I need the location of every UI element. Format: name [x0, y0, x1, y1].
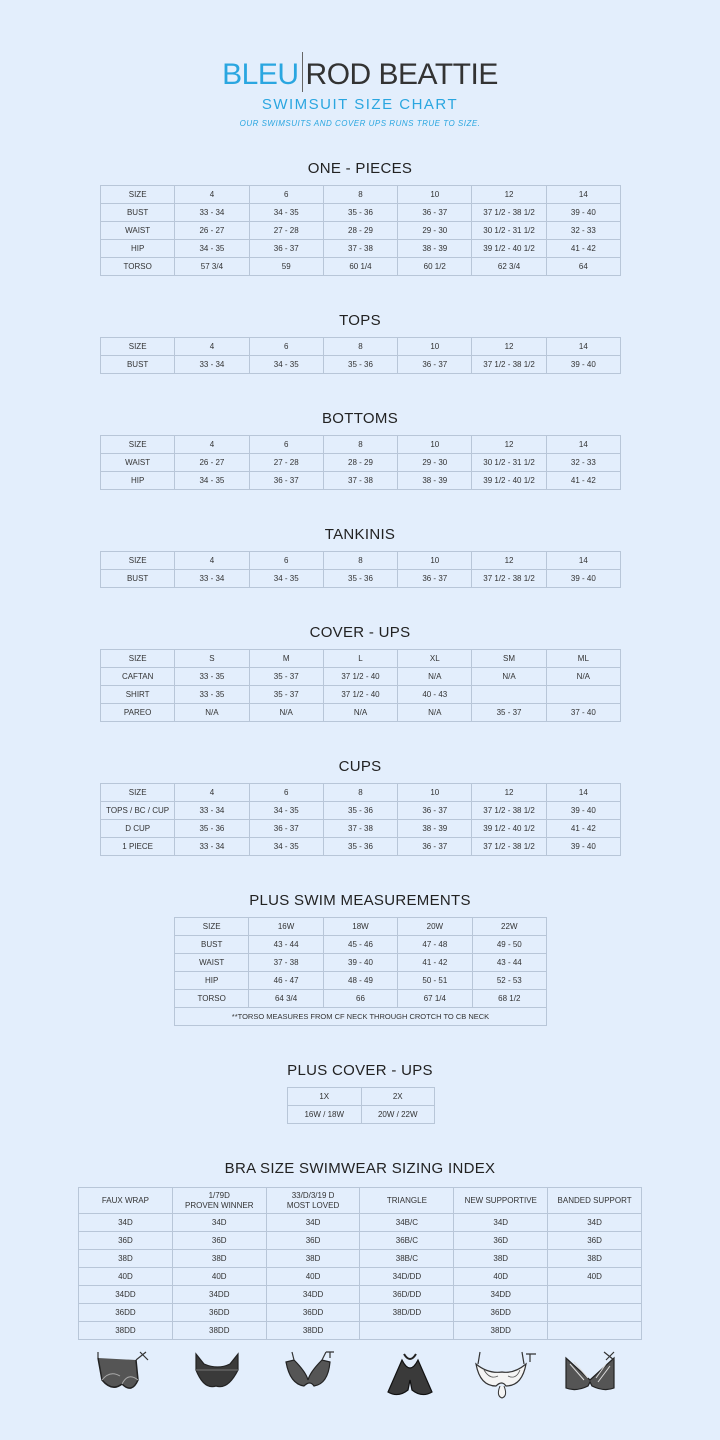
table-cell: 36D [172, 1232, 266, 1250]
table-header-cell: 1X [288, 1088, 362, 1106]
table-cell: 38DD [79, 1322, 173, 1340]
table-cell: 41 - 42 [398, 954, 472, 972]
table-cell: 34DD [266, 1286, 360, 1304]
table-header-cell: ML [546, 650, 620, 668]
header-line: BANDED SUPPORT [557, 1195, 632, 1205]
table-header-cell: SIZE [101, 650, 175, 668]
table-header-cell: 6 [249, 186, 323, 204]
table-header-cell: 12 [472, 338, 546, 356]
table-header-cell: 2X [361, 1088, 435, 1106]
table-cell: 36DD [266, 1304, 360, 1322]
table-cell: 35 - 36 [323, 838, 397, 856]
table-header-cell: 10 [398, 552, 472, 570]
cups-table [100, 783, 621, 856]
table-cell: 29 - 30 [398, 454, 472, 472]
table-cell: 38DD [266, 1322, 360, 1340]
table-header-cell: SIZE [101, 436, 175, 454]
table-cell: 47 - 48 [398, 936, 472, 954]
table-cell: 32 - 33 [546, 454, 620, 472]
table-cell: 38DD [454, 1322, 548, 1340]
table-cell: 62 3/4 [472, 258, 546, 276]
table-row [101, 802, 621, 820]
table-cell [546, 686, 620, 704]
table-row [175, 972, 547, 990]
table-cell: 39 1/2 - 40 1/2 [472, 820, 546, 838]
table-cell: 37 1/2 - 38 1/2 [472, 570, 546, 588]
table-cell: 33 - 34 [175, 204, 249, 222]
header-line: 33/D/3/19 D [291, 1190, 335, 1200]
table-row [288, 1106, 435, 1124]
table-cell: 60 1/2 [398, 258, 472, 276]
table-row [101, 356, 621, 374]
bottoms-title: BOTTOMS [322, 410, 398, 427]
plus-cover-title: PLUS COVER - UPS [287, 1062, 433, 1079]
table-header-cell: 18W [323, 918, 397, 936]
table-cell: 43 - 44 [472, 954, 546, 972]
table-cell: 34D/DD [360, 1268, 454, 1286]
table-cell: 37 - 38 [249, 954, 323, 972]
table-cell: 60 1/4 [323, 258, 397, 276]
table-cell: 52 - 53 [472, 972, 546, 990]
table-cell: 35 - 36 [323, 570, 397, 588]
table-cell: TORSO [175, 990, 249, 1008]
table-row [101, 258, 621, 276]
table-header-cell: 14 [546, 338, 620, 356]
table-header-cell: 8 [323, 186, 397, 204]
table-cell: 36DD [79, 1304, 173, 1322]
table-header-cell: 6 [249, 552, 323, 570]
table-cell [548, 1304, 642, 1322]
plus-swim-table [174, 917, 547, 1026]
brand-logo [0, 52, 720, 92]
plus-cover-table [287, 1087, 435, 1124]
table-cell: 50 - 51 [398, 972, 472, 990]
table-header-cell [548, 1188, 642, 1214]
table-cell: 36 - 37 [249, 472, 323, 490]
table-cell: 64 3/4 [249, 990, 323, 1008]
table-cell: 38D [266, 1250, 360, 1268]
table-cell: 29 - 30 [398, 222, 472, 240]
table-cell: 41 - 42 [546, 472, 620, 490]
table-cell: 35 - 36 [323, 356, 397, 374]
table-cell: 64 [546, 258, 620, 276]
table-cell: N/A [398, 668, 472, 686]
faux-wrap-top-icon [92, 1350, 152, 1400]
table-cell: N/A [398, 704, 472, 722]
table-cell: WAIST [101, 222, 175, 240]
table-header-cell: 10 [398, 436, 472, 454]
table-row [79, 1322, 642, 1340]
bra-index-table [78, 1187, 642, 1340]
table-note: **TORSO MEASURES FROM CF NECK THROUGH CROTCH TO CB NECK [175, 1008, 547, 1026]
table-cell: 40D [548, 1268, 642, 1286]
table-cell: 35 - 36 [323, 204, 397, 222]
table-header-cell: SIZE [101, 186, 175, 204]
table-cell: 27 - 28 [249, 222, 323, 240]
brand-divider [302, 52, 303, 92]
table-cell: 59 [249, 258, 323, 276]
table-cell: 32 - 33 [546, 222, 620, 240]
table-header-cell: 4 [175, 338, 249, 356]
table-cell: HIP [175, 972, 249, 990]
table-header-cell: 14 [546, 784, 620, 802]
table-cell: WAIST [175, 954, 249, 972]
table-cell: 34D [79, 1214, 173, 1232]
table-cell: 39 - 40 [323, 954, 397, 972]
table-cell: 36 - 37 [398, 570, 472, 588]
table-cell: 37 - 38 [323, 820, 397, 838]
table-cell: N/A [472, 668, 546, 686]
table-cell: 66 [323, 990, 397, 1008]
table-header-cell: 14 [546, 186, 620, 204]
table-header-cell: 12 [472, 436, 546, 454]
table-cell: 1 PIECE [101, 838, 175, 856]
table-cell: 39 - 40 [546, 204, 620, 222]
table-cell: 41 - 42 [546, 240, 620, 258]
table-cell: 26 - 27 [175, 454, 249, 472]
table-cell: 33 - 34 [175, 356, 249, 374]
table-cell: 36DD [172, 1304, 266, 1322]
table-cell: 36 - 37 [398, 838, 472, 856]
table-cell: 36D [454, 1232, 548, 1250]
table-cell: 34 - 35 [175, 240, 249, 258]
table-header-cell: 8 [323, 436, 397, 454]
table-cell: 34 - 35 [249, 838, 323, 856]
table-cell: 36 - 37 [398, 356, 472, 374]
table-cell: 39 - 40 [546, 356, 620, 374]
table-cell: N/A [323, 704, 397, 722]
table-cell: 39 - 40 [546, 570, 620, 588]
table-cell: 40D [266, 1268, 360, 1286]
table-cell: 33 - 34 [175, 570, 249, 588]
table-cell: HIP [101, 472, 175, 490]
table-row [101, 784, 621, 802]
table-cell: WAIST [101, 454, 175, 472]
table-row [101, 204, 621, 222]
table-cell: 38D [79, 1250, 173, 1268]
table-row [101, 454, 621, 472]
table-row [101, 552, 621, 570]
header-line: PROVEN WINNER [185, 1200, 254, 1210]
table-row [101, 570, 621, 588]
table-header-cell: 6 [249, 436, 323, 454]
table-cell: 38 - 39 [398, 820, 472, 838]
tops-table [100, 337, 621, 374]
table-cell: 36D/DD [360, 1286, 454, 1304]
one-pieces-table [100, 185, 621, 276]
table-header-row [79, 1188, 642, 1214]
table-cell: BUST [101, 356, 175, 374]
bottoms-table [100, 435, 621, 490]
table-header-cell: 20W [398, 918, 472, 936]
header-line: MOST LOVED [286, 1200, 340, 1210]
table-cell [548, 1286, 642, 1304]
table-cell: 36D [548, 1232, 642, 1250]
table-row [101, 186, 621, 204]
table-cell [472, 686, 546, 704]
table-row [79, 1286, 642, 1304]
table-cell: BUST [101, 204, 175, 222]
table-cell: 45 - 46 [323, 936, 397, 954]
table-cell: 36DD [454, 1304, 548, 1322]
header-line: NEW SUPPORTIVE [464, 1195, 537, 1205]
table-header-cell: SIZE [175, 918, 249, 936]
table-row [101, 338, 621, 356]
header-line: TRIANGLE [386, 1195, 427, 1205]
table-header-cell: 10 [398, 186, 472, 204]
cover-ups-table [100, 649, 621, 722]
table-header-cell [79, 1188, 173, 1214]
table-cell: 43 - 44 [249, 936, 323, 954]
one-pieces-title: ONE - PIECES [307, 160, 413, 177]
table-cell: 37 1/2 - 38 1/2 [472, 356, 546, 374]
table-cell: 38D [548, 1250, 642, 1268]
triangle-top-icon [380, 1350, 440, 1400]
table-header-cell: SIZE [101, 784, 175, 802]
header-line: 1/79D [208, 1190, 230, 1200]
table-row [101, 650, 621, 668]
table-row [288, 1088, 435, 1106]
tankinis-title: TANKINIS [324, 526, 396, 543]
table-cell: N/A [175, 704, 249, 722]
table-cell: 37 1/2 - 40 [323, 668, 397, 686]
table-header-cell: 22W [472, 918, 546, 936]
table-header-cell: 8 [323, 784, 397, 802]
table-cell [548, 1322, 642, 1340]
table-header-cell: XL [398, 650, 472, 668]
table-cell: 38D [454, 1250, 548, 1268]
bra-index-title: BRA SIZE SWIMWEAR SIZING INDEX [224, 1160, 496, 1177]
table-cell: 33 - 34 [175, 838, 249, 856]
table-header-cell [266, 1188, 360, 1214]
table-header-cell: 4 [175, 436, 249, 454]
table-row [79, 1232, 642, 1250]
table-row [101, 820, 621, 838]
table-header-cell: 14 [546, 552, 620, 570]
table-header-cell: 12 [472, 552, 546, 570]
table-header-cell: 8 [323, 552, 397, 570]
table-cell: 36D [79, 1232, 173, 1250]
table-cell: 57 3/4 [175, 258, 249, 276]
table-header-cell: 4 [175, 784, 249, 802]
table-row [79, 1304, 642, 1322]
table-header-cell: 6 [249, 338, 323, 356]
table-header-cell [172, 1188, 266, 1214]
plus-swim-title: PLUS SWIM MEASUREMENTS [249, 892, 471, 909]
table-cell: 39 1/2 - 40 1/2 [472, 240, 546, 258]
table-cell: 36B/C [360, 1232, 454, 1250]
table-cell: 34D [172, 1214, 266, 1232]
table-cell: 28 - 29 [323, 454, 397, 472]
table-cell: 35 - 37 [249, 668, 323, 686]
table-cell: 40D [454, 1268, 548, 1286]
tankinis-table [100, 551, 621, 588]
cover-ups-title: COVER - UPS [309, 624, 411, 641]
table-cell: 38 - 39 [398, 240, 472, 258]
table-cell: 37 1/2 - 40 [323, 686, 397, 704]
table-cell: SHIRT [101, 686, 175, 704]
table-cell: 40 - 43 [398, 686, 472, 704]
table-header-cell: 16W [249, 918, 323, 936]
table-cell: 30 1/2 - 31 1/2 [472, 454, 546, 472]
table-cell: 37 1/2 - 38 1/2 [472, 802, 546, 820]
table-cell: 36D [266, 1232, 360, 1250]
table-cell: 33 - 34 [175, 802, 249, 820]
table-cell: N/A [249, 704, 323, 722]
table-cell: D CUP [101, 820, 175, 838]
table-cell: 34 - 35 [249, 802, 323, 820]
table-cell: 34 - 35 [175, 472, 249, 490]
table-cell: 34D [266, 1214, 360, 1232]
table-cell: 34D [548, 1214, 642, 1232]
table-row [175, 918, 547, 936]
table-header-cell: 12 [472, 186, 546, 204]
table-header-cell: SIZE [101, 552, 175, 570]
proven-winner-top-icon [188, 1350, 248, 1400]
table-cell: HIP [101, 240, 175, 258]
table-cell: 34D [454, 1214, 548, 1232]
table-row [101, 240, 621, 258]
table-row [101, 704, 621, 722]
table-cell: 36 - 37 [398, 802, 472, 820]
table-cell: 67 1/4 [398, 990, 472, 1008]
page-tagline: OUR SWIMSUITS AND COVER UPS RUNS TRUE TO SIZE. [239, 119, 481, 128]
table-row [175, 936, 547, 954]
table-cell: TORSO [101, 258, 175, 276]
table-cell: BUST [175, 936, 249, 954]
table-header-cell: 12 [472, 784, 546, 802]
table-cell: TOPS / BC / CUP [101, 802, 175, 820]
table-header-cell: 10 [398, 338, 472, 356]
table-cell: 34B/C [360, 1214, 454, 1232]
table-cell: 46 - 47 [249, 972, 323, 990]
table-header-cell: 4 [175, 186, 249, 204]
table-cell: 35 - 37 [249, 686, 323, 704]
table-cell: 36 - 37 [249, 240, 323, 258]
table-row [101, 838, 621, 856]
table-header-cell: 10 [398, 784, 472, 802]
table-header-cell [360, 1188, 454, 1214]
table-row [79, 1268, 642, 1286]
banded-support-top-icon [560, 1350, 620, 1400]
table-cell: 40D [79, 1268, 173, 1286]
table-cell: 34DD [79, 1286, 173, 1304]
table-cell: PAREO [101, 704, 175, 722]
table-row [101, 668, 621, 686]
table-cell: 34DD [172, 1286, 266, 1304]
table-cell: 37 - 38 [323, 240, 397, 258]
table-cell: 34 - 35 [249, 570, 323, 588]
table-cell: 38B/C [360, 1250, 454, 1268]
table-header-cell: 4 [175, 552, 249, 570]
table-header-cell: L [323, 650, 397, 668]
table-cell: 28 - 29 [323, 222, 397, 240]
new-supportive-top-icon [470, 1350, 540, 1400]
table-cell [360, 1322, 454, 1340]
table-cell: 38D/DD [360, 1304, 454, 1322]
table-cell: 49 - 50 [472, 936, 546, 954]
table-header-cell [454, 1188, 548, 1214]
table-cell: 39 - 40 [546, 838, 620, 856]
table-cell: 30 1/2 - 31 1/2 [472, 222, 546, 240]
table-cell: 34 - 35 [249, 356, 323, 374]
brand-bleu: BLEU [222, 58, 299, 91]
page-title: SWIMSUIT SIZE CHART [261, 96, 459, 113]
table-header-cell: S [175, 650, 249, 668]
table-cell: 39 - 40 [546, 802, 620, 820]
table-cell: 35 - 37 [472, 704, 546, 722]
table-row [175, 954, 547, 972]
header-line: FAUX WRAP [101, 1195, 149, 1205]
table-cell: BUST [101, 570, 175, 588]
table-cell: 48 - 49 [323, 972, 397, 990]
tops-title: TOPS [339, 312, 381, 329]
table-header-cell: 6 [249, 784, 323, 802]
table-row [101, 686, 621, 704]
table-cell: 35 - 36 [175, 820, 249, 838]
table-cell: 40D [172, 1268, 266, 1286]
table-cell: 33 - 35 [175, 686, 249, 704]
table-row [79, 1250, 642, 1268]
table-row [175, 990, 547, 1008]
table-cell: 38DD [172, 1322, 266, 1340]
table-header-cell: 8 [323, 338, 397, 356]
table-cell: 26 - 27 [175, 222, 249, 240]
table-cell: 37 - 40 [546, 704, 620, 722]
table-cell: CAFTAN [101, 668, 175, 686]
table-cell: 27 - 28 [249, 454, 323, 472]
table-header-cell: SM [472, 650, 546, 668]
table-cell: 39 1/2 - 40 1/2 [472, 472, 546, 490]
table-row [79, 1214, 642, 1232]
cups-title: CUPS [338, 758, 382, 775]
table-header-cell: SIZE [101, 338, 175, 356]
table-cell: 36 - 37 [249, 820, 323, 838]
table-cell: 16W / 18W [288, 1106, 362, 1124]
table-row [101, 472, 621, 490]
table-row [101, 222, 621, 240]
table-header-cell: 14 [546, 436, 620, 454]
table-cell: 35 - 36 [323, 802, 397, 820]
table-cell: N/A [546, 668, 620, 686]
table-cell: 36 - 37 [398, 204, 472, 222]
table-cell: 38 - 39 [398, 472, 472, 490]
table-cell: 68 1/2 [472, 990, 546, 1008]
table-cell: 37 - 38 [323, 472, 397, 490]
table-cell: 38D [172, 1250, 266, 1268]
most-loved-top-icon [280, 1350, 340, 1400]
table-cell: 37 1/2 - 38 1/2 [472, 838, 546, 856]
swim-top-icons [80, 1350, 640, 1402]
brand-rod-beattie: ROD BEATTIE [305, 58, 498, 91]
table-cell: 34DD [454, 1286, 548, 1304]
table-cell: 37 1/2 - 38 1/2 [472, 204, 546, 222]
table-cell: 20W / 22W [361, 1106, 435, 1124]
table-cell: 33 - 35 [175, 668, 249, 686]
table-cell: 41 - 42 [546, 820, 620, 838]
table-row [101, 436, 621, 454]
table-header-cell: M [249, 650, 323, 668]
table-note-row [175, 1008, 547, 1026]
table-cell: 34 - 35 [249, 204, 323, 222]
